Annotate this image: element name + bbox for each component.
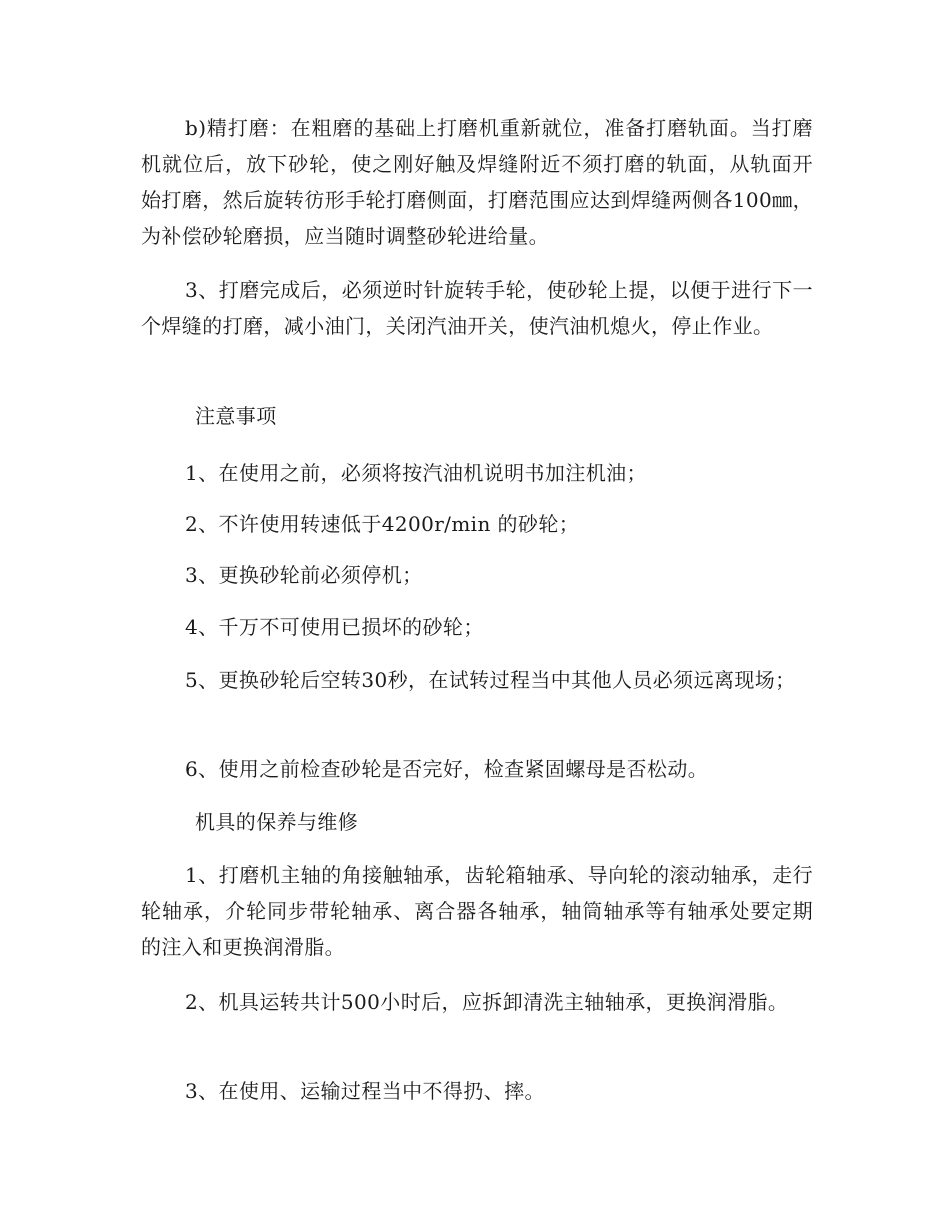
- maintenance-item-3: 3、在使用、运输过程当中不得扔、摔。: [185, 1079, 545, 1103]
- precaution-item-1: 1、在使用之前，必须将按汽油机说明书加注机油；: [185, 461, 647, 485]
- precaution-item-6: 6、使用之前检查砂轮是否完好，检查紧固螺母是否松动。: [185, 757, 709, 781]
- maintenance-item-2: 2、机具运转共计500小时后，应拆卸清洗主轴轴承，更换润滑脂。: [185, 990, 789, 1014]
- heading-maintenance: 机具的保养与维修: [195, 810, 359, 834]
- maintenance-item-1: 1、打磨机主轴的角接触轴承，齿轮箱轴承、导向轮的滚动轴承，走行轮轴承，介轮同步带轮轴承、离合器各轴承，轴筒轴承等有轴承处要定期的注入和更换润滑脂。: [141, 863, 813, 959]
- precaution-item-4: 4、千万不可使用已损坏的砂轮；: [185, 615, 484, 639]
- precaution-item-5: 5、更换砂轮后空转30秒，在试转过程当中其他人员必须远离现场；: [185, 668, 796, 692]
- precaution-item-2: 2、不许使用转速低于4200r/min 的砂轮；: [185, 512, 580, 536]
- heading-precautions: 注意事项: [195, 404, 277, 428]
- paragraph-fine-grinding: b)精打磨：在粗磨的基础上打磨机重新就位，准备打磨轨面。当打磨机就位后，放下砂轮，使之刚好触及焊缝附近不须打磨的轨面，从轨面开始打磨，然后旋转彷形手轮打磨侧面，打磨范围应达到焊缝两侧各100㎜，为补偿砂轮磨损，应当随时调整砂轮进给量。: [141, 116, 813, 248]
- paragraph-after-grinding: 3、打磨完成后，必须逆时针旋转手轮，使砂轮上提，以便于进行下一个焊缝的打磨，减小油门，关闭汽油开关，使汽油机熄火，停止作业。: [141, 278, 813, 338]
- precaution-item-3: 3、更换砂轮前必须停机；: [185, 563, 423, 587]
